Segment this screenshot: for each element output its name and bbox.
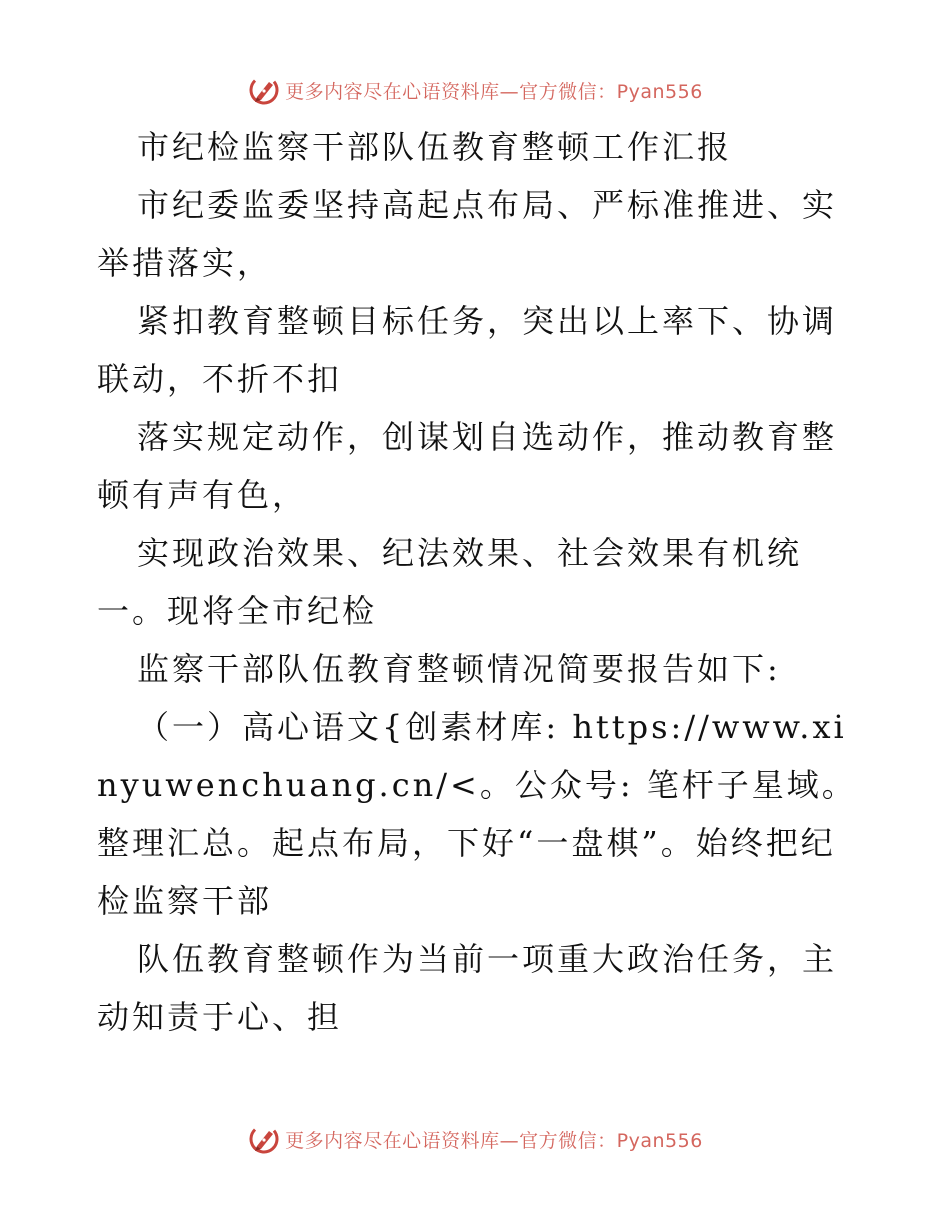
paragraph: 实现政治效果、纪法效果、社会效果有机统一。现将全市纪检 <box>97 534 803 630</box>
header-watermark <box>0 72 950 108</box>
paragraph: 落实规定动作，创谋划自选动作，推动教育整顿有声有色， <box>97 418 838 514</box>
watermark-text: 更多内容尽在心语资料库—官方微信：Pyan556 <box>285 1129 703 1152</box>
paragraph: （一）高心语文{创素材库: https://www.xinyuwenchuang.cn/<。公众号: 笔杆子星域。整理汇总。起点布局，下好“一盘棋”。始终把纪检监察干部 <box>97 708 857 920</box>
paragraph: 队伍教育整顿作为当前一项重大政治任务，主动知责于心、担 <box>97 940 838 1036</box>
document-title: 市纪检监察干部队伍教育整顿工作汇报 <box>137 128 733 166</box>
paragraph: 监察干部队伍教育整顿情况简要报告如下: <box>137 650 781 688</box>
watermark-text: 更多内容尽在心语资料库—官方微信：Pyan556 <box>285 80 703 103</box>
paragraph: 紧扣教育整顿目标任务，突出以上率下、协调联动，不折不扣 <box>97 302 838 398</box>
paragraph: 市纪委监委坚持高起点布局、严标准推进、实举措落实， <box>97 186 838 282</box>
footer-watermark <box>0 1121 950 1157</box>
pen-nib-logo-icon <box>247 1122 281 1156</box>
pen-nib-logo-icon <box>247 73 281 107</box>
document-body <box>97 118 867 1046</box>
